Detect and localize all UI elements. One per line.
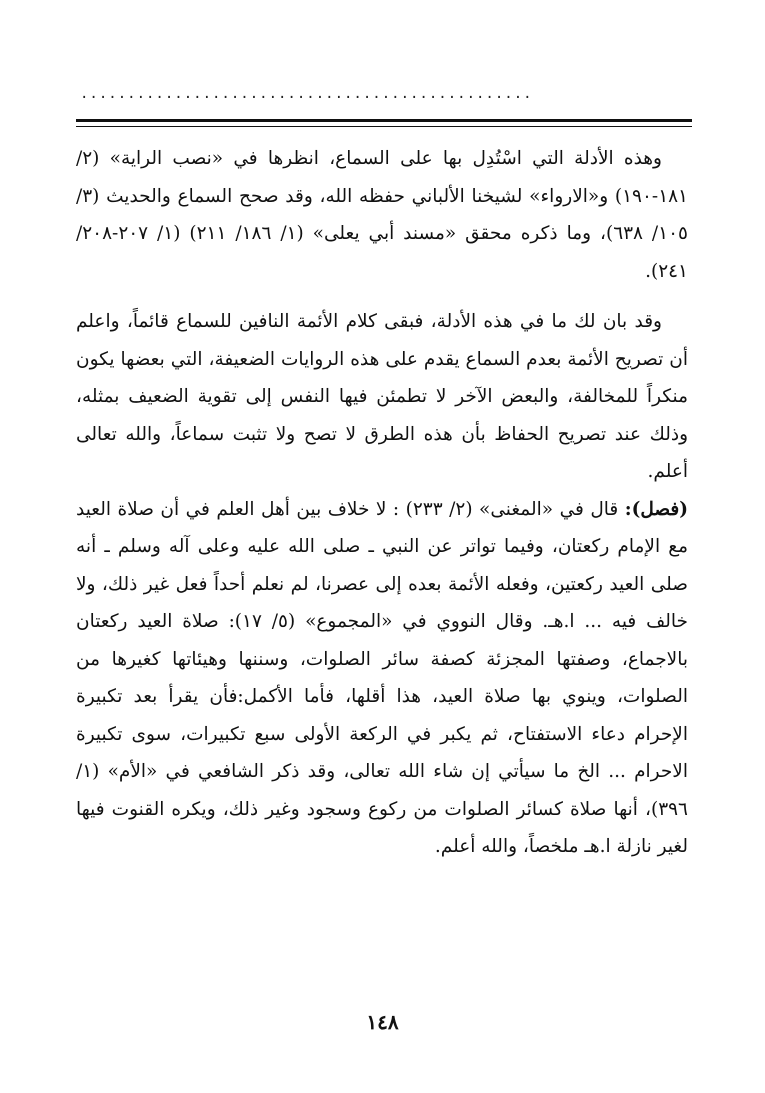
header-rule-thin: [76, 126, 692, 127]
page-number: ١٤٨: [366, 1010, 399, 1034]
section-heading: (فصل):: [624, 498, 688, 520]
page-body: [76, 140, 688, 866]
section-text: قال في «المغنى» (٢/ ٢٣٣) : لا خلاف بين أهل العلم في أن صلاة العيد مع الإمام ركعتان، وفيما تواتر عن النبي ـ صلى الله عليه وعلى آله وسلم ـ أنه صلى العيد ركعتين، وفعله الأئمة بعده إلى عصرنا، لم نعلم أحداً فعل غير ذلك، ولا خالف فيه ... ا.هـ. وقال النووي في «المجموع» (٥/ ١٧): صلاة العيد ركعتان بالاجماع، وصفتها المجزئة كصفة سائر الصلوات، وسننها وهيئاتها كغيرها من الصلوات، وينوي بها صلاة العيد، هذا أقلها، فأما الأكمل:فأن يقرأ بعد تكبيرة الإحرام دعاء الاستفتاح، ثم يكبر في الركعة الأولى سبع تكبيرات، سوى تكبيرة الاحرام ... الخ ما سيأتي إن شاء الله تعالى، وقد ذكر الشافعي في «الأم» (١/ ٣٩٦)، أنها صلاة كسائر الصلوات من ركوع وسجود وغير ذلك، ويكره القنوت فيها لغير نازلة ا.هـ ملخصاً، والله أعلم.: [76, 498, 688, 857]
header-rule-thick: [76, 119, 692, 122]
paragraph-evidence: وهذه الأدلة التي اسْتُدِل بها على السماع، انظرها في «نصب الراية» (٢/ ١٨١-١٩٠) و«الارواء» لشيخنا الألباني حفظه الله، وقد صحح السماع والحديث (٣/ ١٠٥/ ٦٣٨)، وما ذكره محقق «مسند أبي يعلى» (١/ ١٨٦/ ٢١١) (١/ ٢٠٧-٢٠٨/ ٢٤١).: [76, 148, 688, 282]
header-dotted-line: ................................................: [80, 86, 533, 102]
paragraph-section: [76, 491, 688, 866]
paragraph-conclusion: وقد بان لك ما في هذه الأدلة، فبقى كلام الأئمة النافين للسماع قائماً، واعلم أن تصريح الأئمة بعدم السماع يقدم على هذه الروايات الضعيفة، التي بعضها يكون منكراً للمخالفة، والبعض الآخر لا تطمئن فيها النفس إلى تقوية الضعيف بمثله، وذلك عند تصريح الحفاظ بأن هذه الطرق لا تصح ولا تثبت سماعاً، والله تعالى أعلم.: [76, 311, 688, 482]
